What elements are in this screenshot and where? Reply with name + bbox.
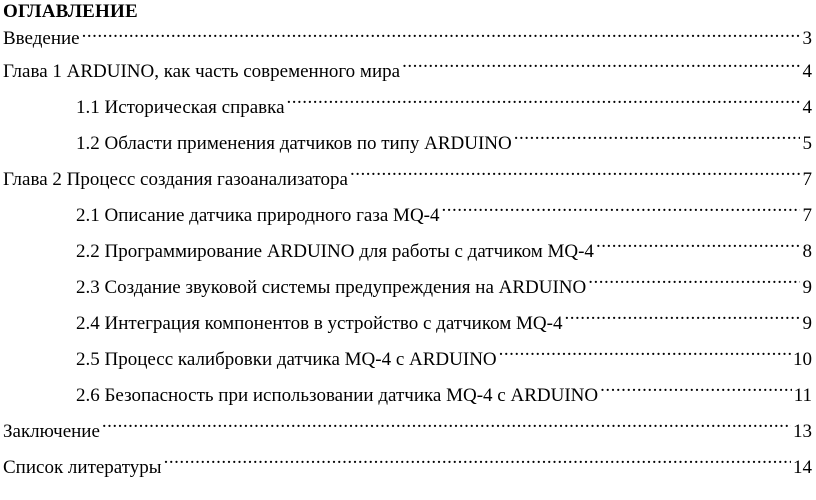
toc-entry-text: 2.3 Создание звуковой системы предупреждения на ARDUINO bbox=[76, 277, 587, 298]
toc-leader-dots bbox=[350, 166, 800, 185]
toc-entry-chapter-2[interactable] bbox=[3, 162, 812, 198]
toc-entry-section-1-2[interactable] bbox=[3, 126, 812, 162]
toc-entry-page: 3 bbox=[802, 28, 812, 49]
toc-entry-text: Заключение bbox=[3, 421, 100, 442]
toc-entry-references[interactable] bbox=[3, 450, 812, 486]
toc-entry-text: 1.1 Историческая справка bbox=[76, 97, 285, 118]
toc-entry-page: 10 bbox=[793, 349, 812, 370]
toc-entry-text: Список литературы bbox=[3, 457, 162, 478]
toc-entry-text: Глава 1 ARDUINO, как часть современного мира bbox=[3, 61, 401, 82]
toc-leader-dots bbox=[82, 25, 800, 44]
toc-entry-text: 2.2 Программирование ARDUINO для работы с датчиком MQ-4 bbox=[76, 241, 594, 262]
toc-entry-page: 9 bbox=[802, 277, 812, 298]
toc-leader-dots bbox=[102, 418, 791, 437]
toc-entry-text: 1.2 Области применения датчиков по типу ARDUINO bbox=[76, 133, 512, 154]
toc-leader-dots bbox=[600, 382, 792, 401]
toc-leader-dots bbox=[287, 94, 800, 113]
toc-entry-page: 4 bbox=[802, 97, 812, 118]
toc-entry-page: 7 bbox=[802, 205, 812, 226]
toc-entry-page: 11 bbox=[793, 385, 812, 406]
toc-entry-text: 2.4 Интеграция компонентов в устройство с датчиком MQ-4 bbox=[76, 313, 563, 334]
toc-entry-section-2-6[interactable] bbox=[3, 378, 812, 414]
toc-entry-text: 2.1 Описание датчика природного газа MQ-4 bbox=[76, 205, 440, 226]
toc-entry-page: 5 bbox=[802, 133, 812, 154]
toc-leader-dots bbox=[564, 310, 800, 329]
toc-entry-text: 2.6 Безопасность при использовании датчика MQ-4 с ARDUINO bbox=[76, 385, 599, 406]
toc-leader-dots bbox=[596, 238, 800, 257]
toc-entry-page: 14 bbox=[793, 457, 812, 478]
toc-entry-page: 7 bbox=[802, 169, 812, 190]
toc-entry-section-2-5[interactable] bbox=[3, 342, 812, 378]
toc-title: ОГЛАВЛЕНИЕ bbox=[3, 1, 138, 22]
toc-entry-section-1-1[interactable] bbox=[3, 90, 812, 126]
toc-leader-dots bbox=[588, 274, 800, 293]
toc-entry-introduction[interactable] bbox=[3, 24, 812, 54]
toc-leader-dots bbox=[514, 130, 800, 149]
toc-entry-chapter-1[interactable] bbox=[3, 54, 812, 90]
toc-entry-text: 2.5 Процесс калибровки датчика MQ-4 с ARDUINO bbox=[76, 349, 497, 370]
toc-list bbox=[3, 24, 812, 486]
toc-entry-section-2-1[interactable] bbox=[3, 198, 812, 234]
toc-entry-text: Введение bbox=[3, 28, 80, 49]
toc-entry-page: 9 bbox=[802, 313, 812, 334]
toc-leader-dots bbox=[164, 454, 791, 473]
toc-entry-conclusion[interactable] bbox=[3, 414, 812, 450]
toc-entry-page: 8 bbox=[802, 241, 812, 262]
toc-entry-section-2-2[interactable] bbox=[3, 234, 812, 270]
toc-entry-section-2-3[interactable] bbox=[3, 270, 812, 306]
toc-entry-page: 4 bbox=[802, 61, 812, 82]
toc-entry-section-2-4[interactable] bbox=[3, 306, 812, 342]
toc-leader-dots bbox=[402, 58, 800, 77]
toc-leader-dots bbox=[442, 202, 801, 221]
toc-leader-dots bbox=[499, 346, 791, 365]
toc-entry-text: Глава 2 Процесс создания газоанализатора bbox=[3, 169, 348, 190]
toc-entry-page: 13 bbox=[793, 421, 812, 442]
